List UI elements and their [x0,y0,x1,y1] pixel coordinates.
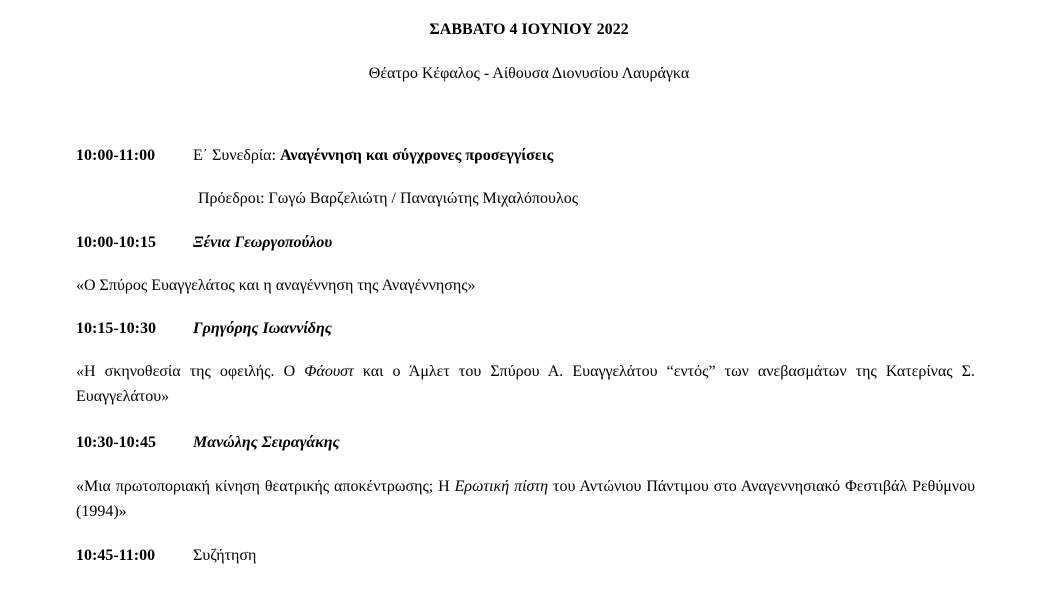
talk-3-title-italic: Ερωτική πίστη [454,478,549,495]
talk-3-title-part2: του Αντώνιου Πάντιμου στο Αναγεννησιακό Φεστιβάλ Ρεθύμνου (1994)» [76,478,976,520]
session-heading [193,146,553,166]
session-label: Ε΄ Συνεδρία: [193,147,280,164]
talk-2-title-italic: Φάουστ [304,363,354,380]
discussion-time: 10:45-11:00 [76,547,156,564]
page-date-heading: ΣΑΒΒΑΤΟ 4 ΙΟΥΝΙΟΥ 2022 [429,21,629,38]
venue-line: Θέατρο Κέφαλος - Αίθουσα Διονυσίου Λαυράγκα [368,65,690,82]
session-chairs: Πρόεδροι: Γωγώ Βαρζελιώτη / Παναγιώτης Μιχαλόπουλος [198,190,579,207]
talk-2-time: 10:15-10:30 [76,320,156,337]
talk-3-title [76,474,975,524]
talk-1-speaker: Ξένια Γεωργοπούλου [193,234,333,251]
talk-3-speaker: Μανώλης Σειραγάκης [193,434,340,451]
talk-2-title-part1: «Η σκηνοθεσία της οφειλής. Ο [76,363,305,380]
talk-3-title-part1: «Μια πρωτοποριακή κίνηση θεατρικής αποκέντρωσης; Η [76,478,455,495]
talk-1-time: 10:00-10:15 [76,234,156,251]
discussion-label: Συζήτηση [193,547,257,564]
talk-3-time: 10:30-10:45 [76,434,156,451]
session-time: 10:00-11:00 [76,147,156,164]
talk-2-title-part2: και ο Άμλετ του Σπύρου Α. Ευαγγελάτου “εντός” των ανεβασμάτων της Κατερίνας Σ. Ευαγγελάτου» [76,363,975,405]
session-title: Αναγέννηση και σύγχρονες προσεγγίσεις [279,147,554,164]
talk-1-title: «Ο Σπύρος Ευαγγελάτος και η αναγέννηση της Αναγέννησης» [76,277,476,294]
talk-2-speaker: Γρηγόρης Ιωαννίδης [193,320,332,337]
talk-2-title [76,359,975,409]
